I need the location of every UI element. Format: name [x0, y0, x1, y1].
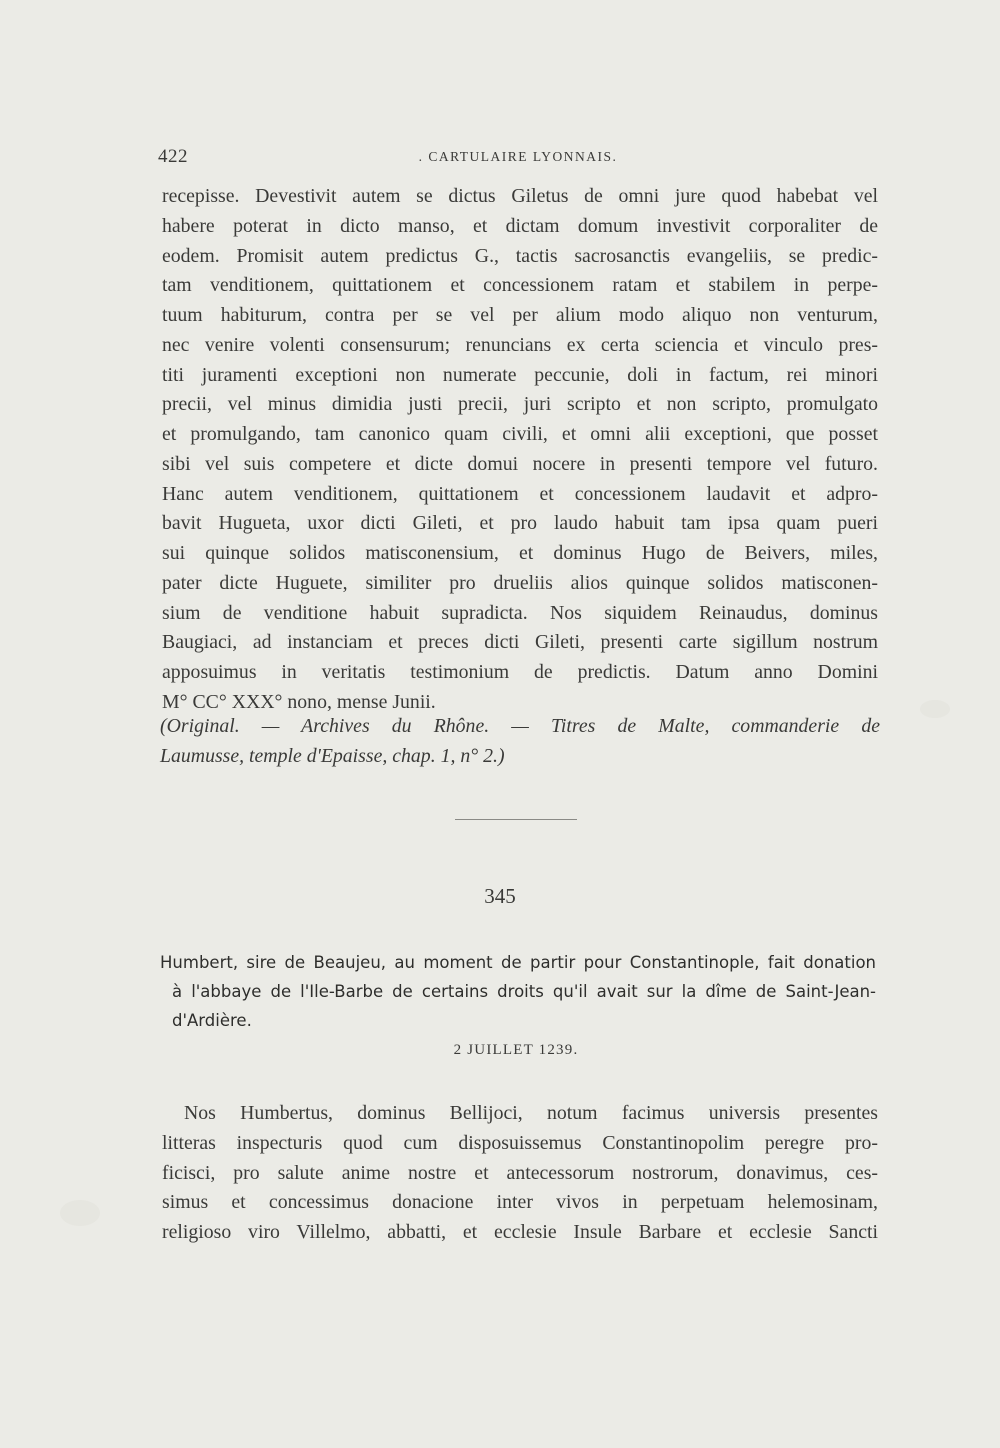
text-line: simus et concessimus donacione inter vivos in perpetuam helemosinam,	[162, 1191, 878, 1214]
source-note	[160, 711, 880, 771]
text-line: litteras inspecturis quod cum disposuissemus Constantinopolim peregre pro-	[162, 1131, 878, 1154]
summary-line: d'Ardière.	[172, 1011, 252, 1030]
charter-345-text	[162, 1099, 878, 1248]
charter-summary	[160, 948, 876, 1035]
summary-line: à l'abbaye de l'Ile-Barbe de certains droits qu'il avait sur la dîme de Saint-Jean-	[172, 982, 876, 1001]
text-line: tam venditionem, quittationem et concessionem ratam et stabilem in perpe-	[162, 274, 878, 297]
text-line: pater dicte Huguete, similiter pro drueliis alios quinque solidos matisconen-	[162, 571, 878, 594]
text-line: sibi vel suis competere et dicte domui nocere in presenti tempore vel futuro.	[162, 452, 878, 475]
text-line: nec venire volenti consensurum; renuncians ex certa sciencia et vinculo pres-	[162, 333, 878, 356]
running-title: . CARTULAIRE LYONNAIS.	[418, 149, 618, 164]
paper-stain	[920, 700, 950, 718]
text-line: Hanc autem venditionem, quittationem et concessionem laudavit et adpro-	[162, 482, 878, 505]
page-number: 422	[158, 146, 188, 167]
text-line: habere poterat in dicto manso, et dictam domum investivit corporaliter de	[162, 214, 878, 237]
charter-date: 2 JUILLET 1239.	[453, 1042, 579, 1058]
summary-line: Humbert, sire de Beaujeu, au moment de partir pour Constantinople, fait donation	[160, 953, 876, 972]
text-line: M° CC° XXX° nono, mense Junii.	[162, 690, 436, 713]
charter-344-text	[162, 182, 878, 718]
text-line: bavit Hugueta, uxor dicti Gileti, et pro laudo habuit tam ipsa quam pueri	[162, 512, 878, 535]
source-note-line: (Original. — Archives du Rhône. — Titres de Malte, commanderie de	[160, 715, 880, 737]
text-line: titi juramenti exceptioni non numerate peccunie, doli in factum, rei minori	[162, 363, 878, 386]
text-line: eodem. Promisit autem predictus G., tactis sacrosanctis evangeliis, se predic-	[162, 244, 878, 267]
text-line: Baugiaci, ad instanciam et preces dicti Gileti, presenti carte sigillum nostrum	[162, 631, 878, 654]
text-line: tuum habiturum, contra per se vel per alium modo aliquo non venturum,	[162, 304, 878, 326]
text-line: sium de venditione habuit supradicta. Nos siquidem Reinaudus, dominus	[162, 601, 878, 624]
charter-number: 345	[484, 884, 516, 908]
text-line: recepisse. Devestivit autem se dictus Giletus de omni jure quod habebat vel	[162, 185, 878, 207]
section-divider	[455, 819, 577, 820]
text-line: ficisci, pro salute anime nostre et antecessorum nostrorum, donavimus, ces-	[162, 1161, 878, 1184]
text-line: apposuimus in veritatis testimonium de predictis. Datum anno Domini	[162, 661, 878, 683]
text-line: Nos Humbertus, dominus Bellijoci, notum facimus universis presentes	[184, 1102, 878, 1124]
text-line: et promulgando, tam canonico quam civili, et omni alii exceptioni, que posset	[162, 423, 878, 445]
source-note-line: Laumusse, temple d'Epaisse, chap. 1, n° 2.)	[160, 745, 505, 767]
text-line: religioso viro Villelmo, abbatti, et ecclesie Insule Barbare et ecclesie Sancti	[162, 1221, 878, 1243]
text-line: precii, vel minus dimidia justi precii, juri scripto et non scripto, promulgato	[162, 393, 878, 416]
text-line: sui quinque solidos matisconensium, et dominus Hugo de Beivers, miles,	[162, 542, 878, 564]
paper-stain	[60, 1200, 100, 1226]
running-head	[158, 146, 878, 170]
